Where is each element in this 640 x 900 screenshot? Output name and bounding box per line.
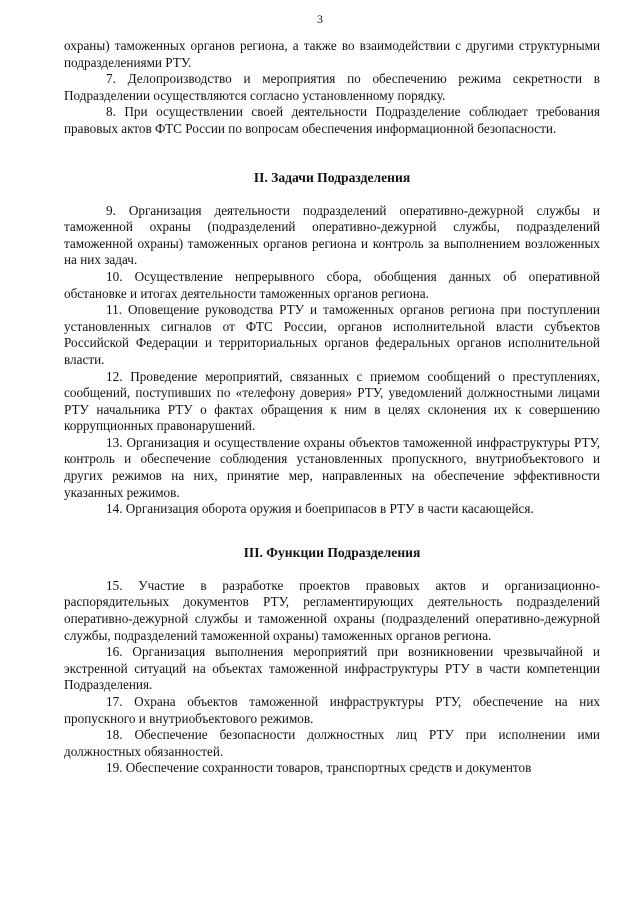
paragraph-19: 19. Обеспечение сохранности товаров, транспортных средств и документов	[106, 760, 532, 776]
section-heading-functions: III. Функции Подразделения	[243, 544, 421, 560]
paragraph-14: 14. Организация оборота оружия и боеприпасов в РТУ в части касающейся.	[106, 501, 534, 517]
paragraph-12: 12. Проведение мероприятий, связанных с приемом сообщений о преступлениях, сообщений, поступивших по «телефону доверия» РТУ, уведомлений должностными лицами РТУ начальника РТУ о фактах обращения к ним в целях склонения их к совершению коррупционных правонарушений.	[64, 368, 600, 434]
paragraph-18: 18. Обеспечение безопасности должностных лиц РТУ при исполнении ими должностных обязанностей.	[64, 727, 600, 759]
page-number: 3	[317, 12, 323, 26]
document-body	[64, 38, 600, 777]
paragraph-continuation: охраны) таможенных органов региона, а также во взаимодействии с другими структурными подразделениями РТУ.	[64, 38, 600, 70]
section-heading-tasks: II. Задачи Подразделения	[253, 169, 411, 185]
paragraph-15: 15. Участие в разработке проектов правовых актов и организационно-распорядительных документов РТУ, регламентирующих деятельность подразделений оперативно-дежурной службы и таможенной охраны (подразделений оперативно-дежурной службы, подразделений таможенной охраны) таможенных органов региона.	[64, 577, 600, 643]
paragraph-17: 17. Охрана объектов таможенной инфраструктуры РТУ, обеспечение на них пропускного и внутриобъектового режимов.	[64, 694, 600, 726]
paragraph-9: 9. Организация деятельности подразделений оперативно-дежурной службы и таможенной охраны (подразделений оперативно-дежурной службы, подразделений таможенной охраны) таможенных органов региона и контроль за выполнением возложенных на них задач.	[64, 202, 600, 268]
paragraph-11: 11. Оповещение руководства РТУ и таможенных органов региона при поступлении установленных сигналов от ФТС России, органов исполнительной власти субъектов Российской Федерации и территориальных органов федеральных органов исполнительной власти.	[64, 302, 600, 367]
paragraph-8: 8. При осуществлении своей деятельности Подразделение соблюдает требования правовых актов ФТС России по вопросам обеспечения информационной безопасности.	[64, 104, 600, 136]
paragraph-7: 7. Делопроизводство и мероприятия по обеспечению режима секретности в Подразделении осуществляются согласно установленному порядку.	[64, 71, 600, 103]
paragraph-16: 16. Организация выполнения мероприятий при возникновении чрезвычайной и экстренной ситуаций на объектах таможенной инфраструктуры РТУ в части компетенции Подразделения.	[64, 644, 600, 693]
paragraph-10: 10. Осуществление непрерывного сбора, обобщения данных об оперативной обстановке и итогах деятельности таможенных органов региона.	[64, 268, 600, 301]
paragraph-13: 13. Организация и осуществление охраны объектов таможенной инфраструктуры РТУ, контроль и обеспечение соблюдения установленных пропускного, внутриобъектового и других режимов на них, принятие мер, направленных на обеспечение эффективности указанных режимов.	[64, 434, 600, 500]
